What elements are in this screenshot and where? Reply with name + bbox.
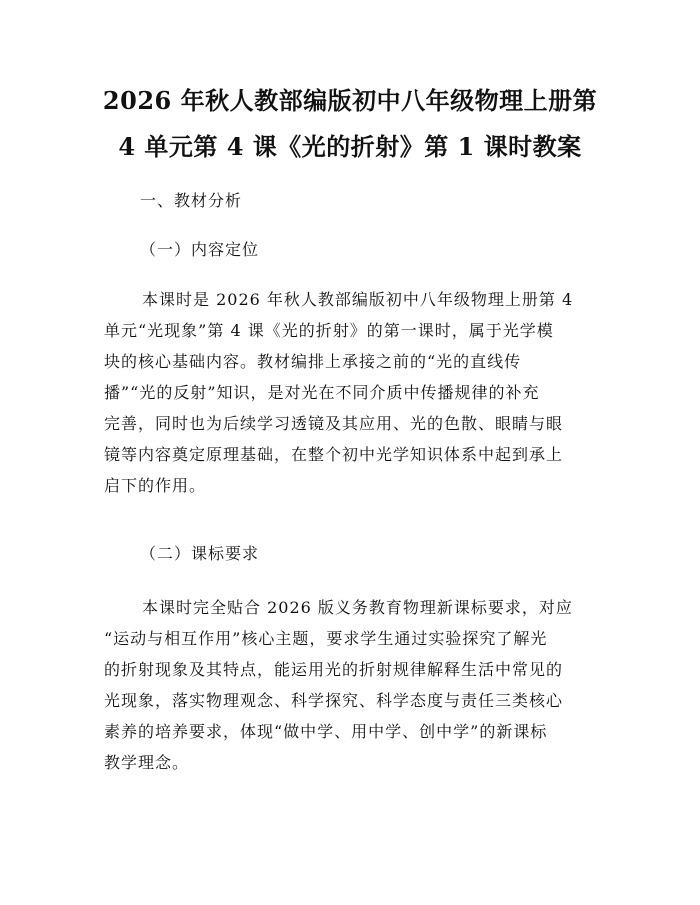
document-title-line-2: 4 单元第 4 课《光的折射》第 1 课时教案 [118,132,582,161]
paragraph-line: 本课时是 2026 年秋人教部编版初中八年级物理上册第 4 [142,290,574,309]
paragraph-line: 块的核心基础内容。教材编排上承接之前的“光的直线传 [104,352,522,371]
section-heading-textbook-analysis: 一、教材分析 [140,191,243,210]
paragraph-line: 播”“光的反射”知识，是对光在不同介质中传播规律的补充 [104,383,540,402]
paragraph-line: “运动与相互作用”核心主题，要求学生通过实验探究了解光 [104,629,548,648]
paragraph-line: 启下的作用。 [104,476,207,495]
paragraph-line: 的折射现象及其特点，能运用光的折射规律解释生活中常见的 [104,660,564,679]
subsection-heading-content-positioning: （一）内容定位 [140,240,260,259]
document-title-line-1: 2026 年秋人教部编版初中八年级物理上册第 [102,86,598,115]
paragraph-line: 镜等内容奠定原理基础，在整个初中光学知识体系中起到承上 [104,445,564,464]
paragraph-line: 教学理念。 [104,753,190,772]
paragraph-content-positioning [104,284,596,501]
subsection-heading-curriculum-requirements: （二）课标要求 [140,544,260,563]
paragraph-line: 单元“光现象”第 4 课《光的折射》的第一课时，属于光学模 [104,321,554,340]
paragraph-curriculum-requirements [104,592,596,778]
paragraph-line: 素养的培养要求，体现“做中学、用中学、创中学”的新课标 [104,722,548,741]
paragraph-line: 光现象，落实物理观念、科学探究、科学态度与责任三类核心 [104,691,564,710]
paragraph-line: 本课时完全贴合 2026 版义务教育物理新课标要求，对应 [142,598,573,617]
paragraph-line: 完善，同时也为后续学习透镜及其应用、光的色散、眼睛与眼 [104,414,564,433]
